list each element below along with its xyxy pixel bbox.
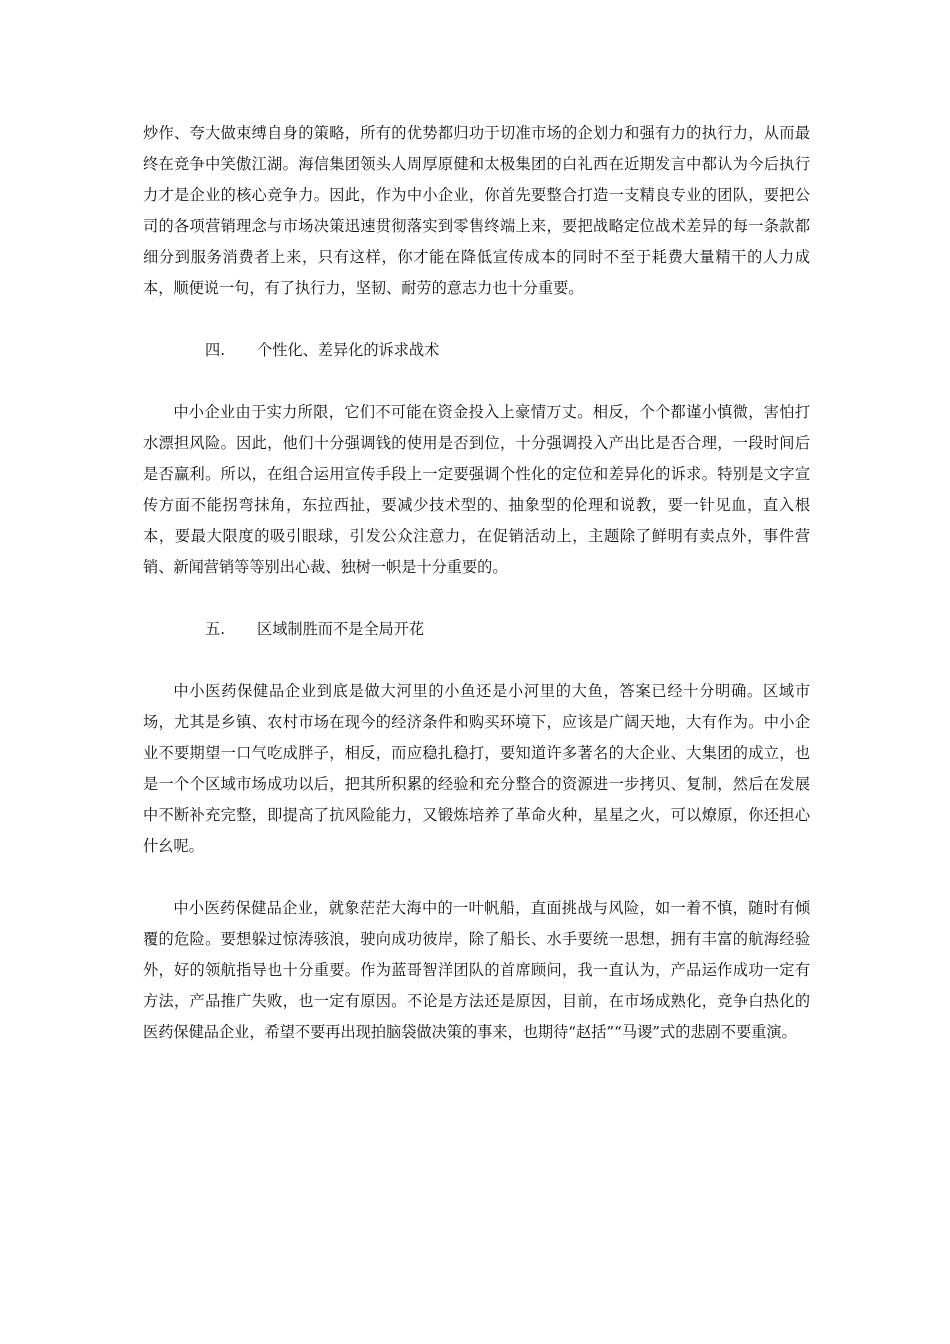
section-number-4: 四. [205, 341, 226, 359]
section-title-4: 个性化、差异化的诉求战术 [257, 341, 440, 359]
section-number-5: 五. [205, 620, 226, 638]
paragraph-conclusion: 中小医药保健品企业，就象茫茫大海中的一叶帆船，直面挑战与风险，如一着不慎，随时有倾覆的危险。要想躲过惊涛骇浪，驶向成功彼岸，除了船长、水手要统一思想，拥有丰富的航海经验外，好的领航指导也十分重要。作为蓝哥智洋团队的首席顾问，我一直认为，产品运作成功一定有方法，产品推广失败，也一定有原因。不论是方法还是原因，目前，在市场成熟化，竞争白热化的医药保健品企业，希望不要再出现拍脑袋做决策的事来，也期待“赵括”“马谡”式的悲剧不要重演。 [143, 899, 810, 1041]
section-heading-5 [143, 614, 810, 645]
paragraph-execution: 炒作、夸大做束缚自身的策略，所有的优势都归功于切准市场的企划力和强有力的执行力，从而最终在竞争中笑傲江湖。海信集团领头人周厚原健和太极集团的白礼西在近期发言中都认为今后执行力才是企业的核心竞争力。因此，作为中小企业，你首先要整合打造一支精良专业的团队，要把公司的各项营销理念与市场决策迅速贯彻落实到零售终端上来，要把战略定位战术差异的每一条款都细分到服务消费者上来，只有这样，你才能在降低宣传成本的同时不至于耗费大量精干的人力成本，顺便说一句，有了执行力，坚韧、耐劳的意志力也十分重要。 [143, 124, 810, 297]
paragraph-gap [143, 862, 810, 893]
paragraph-gap [143, 583, 810, 614]
paragraph-gap [143, 304, 810, 335]
paragraph-gap [143, 366, 810, 397]
document-body [143, 118, 810, 1048]
paragraph-regional-market: 中小医药保健品企业到底是做大河里的小鱼还是小河里的大鱼，答案已经十分明确。区域市场，尤其是乡镇、农村市场在现今的经济条件和购买环境下，应该是广阔天地，大有作为。中小企业不要期望一口气吃成胖子，相反，而应稳扎稳打，要知道许多著名的大企业、大集团的成立，也是一个个区域市场成功以后，把其所积累的经验和充分整合的资源进一步拷贝、复制，然后在发展中不断补充完整，即提高了抗风险能力，又锻炼培养了革命火种，星星之火，可以燎原，你还担心什幺呢。 [143, 682, 810, 855]
paragraph-personalization: 中小企业由于实力所限，它们不可能在资金投入上豪情万丈。相反，个个都谨小慎微，害怕打水漂担风险。因此，他们十分强调钱的使用是否到位，十分强调投入产出比是否合理，一段时间后是否赢利。所以，在组合运用宣传手段上一定要强调个性化的定位和差异化的诉求。特别是文字宣传方面不能拐弯抹角，东拉西扯，要减少技术型的、抽象型的伦理和说教，要一针见血，直入根本，要最大限度的吸引眼球，引发公众注意力，在促销活动上，主题除了鲜明有卖点外，事件营销、新闻营销等等别出心裁、独树一帜是十分重要的。 [143, 403, 810, 576]
paragraph-gap [143, 645, 810, 676]
section-title-5: 区域制胜而不是全局开花 [257, 620, 425, 638]
section-heading-4 [143, 335, 810, 366]
